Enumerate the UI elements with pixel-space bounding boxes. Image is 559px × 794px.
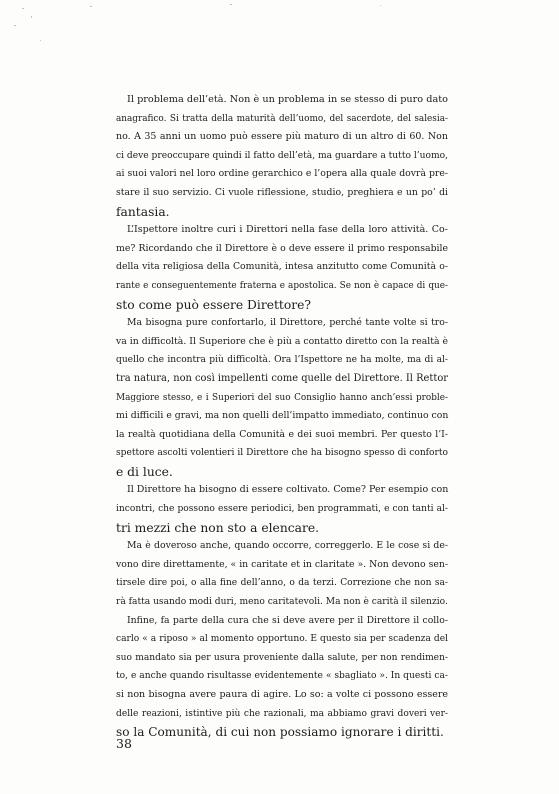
text-line: Maggiore stesso, e i Superiori del suo Consiglio hanno anch’essi proble- xyxy=(116,392,448,403)
text-line: rante e conseguentemente fraterna e apostolica. Se non è capace di que- xyxy=(116,280,448,291)
text-line: Ma bisogna pure confortarlo, il Direttore, perché tante volte si tro- xyxy=(127,317,448,329)
page-number: 38 xyxy=(116,736,132,751)
text-line: la realtà quotidiana della Comunità e dei suoi membri. Per questo l’I- xyxy=(116,428,448,440)
text-line: incontri, che possono essere periodici, ben programmati, e con tanti al- xyxy=(116,504,448,515)
text-line: tirsele dire poi, o alla fine dell’anno, o da terzi. Correzione che non sa- xyxy=(116,578,448,589)
text-line: suo mandato sia per usura proveniente dalla salute, per non rendimen- xyxy=(116,652,448,663)
text-line: mi difficili e gravi, ma non quelli dell’impatto immediato, continuo con xyxy=(116,410,449,422)
text-line: Infine, fa parte della cura che si deve avere per il Direttore il collo- xyxy=(127,614,448,626)
text-line: me? Ricordando che il Direttore è o deve essere il primo responsabile xyxy=(116,242,448,254)
text-line: Ma è doveroso anche, quando occorre, correggerlo. E le cose si de- xyxy=(127,540,448,552)
text-line: Il Direttore ha bisogno di essere coltivato. Come? Per esempio con xyxy=(127,484,449,496)
text-line: stare il suo servizio. Ci vuole riflessione, studio, preghiera e un po’ di xyxy=(116,186,448,198)
text-line: si non bisogna avere paura di agire. Lo so: a volte ci possono essere xyxy=(116,689,448,700)
text-line: fantasia. xyxy=(116,204,170,219)
text-line: delle reazioni, istintive più che razionali, ma abbiamo gravi doveri ver- xyxy=(116,708,448,719)
text-line: no. A 35 anni un uomo può essere più maturo di un altro di 60. Non xyxy=(116,131,448,143)
text-line: ci deve preoccupare quindi il fatto dell’età, ma guardare a tutto l’uomo, xyxy=(116,150,448,161)
text-line: anagrafico. Si tratta della maturità dell’uomo, del sacerdote, del salesia- xyxy=(116,113,448,124)
text-line: vono dire direttamente, « in caritate et in claritate ». Non devono sen- xyxy=(116,558,448,570)
text-line: rà fatta usando modi duri, meno caritatevoli. Ma non è carità il silenzio. xyxy=(116,597,448,608)
text-line: sto come può essere Direttore? xyxy=(116,297,312,312)
body-text xyxy=(116,91,448,742)
text-line: spettore ascolti volentieri il Direttore che ha bisogno spesso di conforto xyxy=(116,448,448,459)
text-line: e di luce. xyxy=(116,464,173,479)
text-line: va in difficoltà. Il Superiore che è più a contatto diretto con la realtà è xyxy=(116,335,448,347)
text-line: quello che incontra più difficoltà. Ora l’Ispettore ne ha molte, ma di al- xyxy=(116,355,448,366)
text-line: carlo « a riposo » al momento opportuno. E questo sia per scadenza del xyxy=(116,634,448,645)
text-line: della vita religiosa della Comunità, intesa anzitutto come Comunità o- xyxy=(116,261,448,273)
text-line: Il problema dell’età. Non è un problema in se stesso di puro dato xyxy=(127,94,448,105)
text-line: tri mezzi che non sto a elencare. xyxy=(116,520,320,535)
text-line: so la Comunità, di cui non possiamo ignorare i diritti. xyxy=(116,725,444,740)
text-line: to, e anche quando risultasse evidentemente « sbagliato ». In questi ca- xyxy=(116,671,448,682)
text-line: ai suoi valori nel loro ordine gerarchico e l’opera alla quale dovrà pre- xyxy=(116,168,448,180)
text-line: tra natura, non così impellenti come quelle del Direttore. Il Rettor xyxy=(116,372,448,384)
text-line: L’Ispettore inoltre curi i Direttori nella fase della loro attività. Co- xyxy=(127,224,448,236)
